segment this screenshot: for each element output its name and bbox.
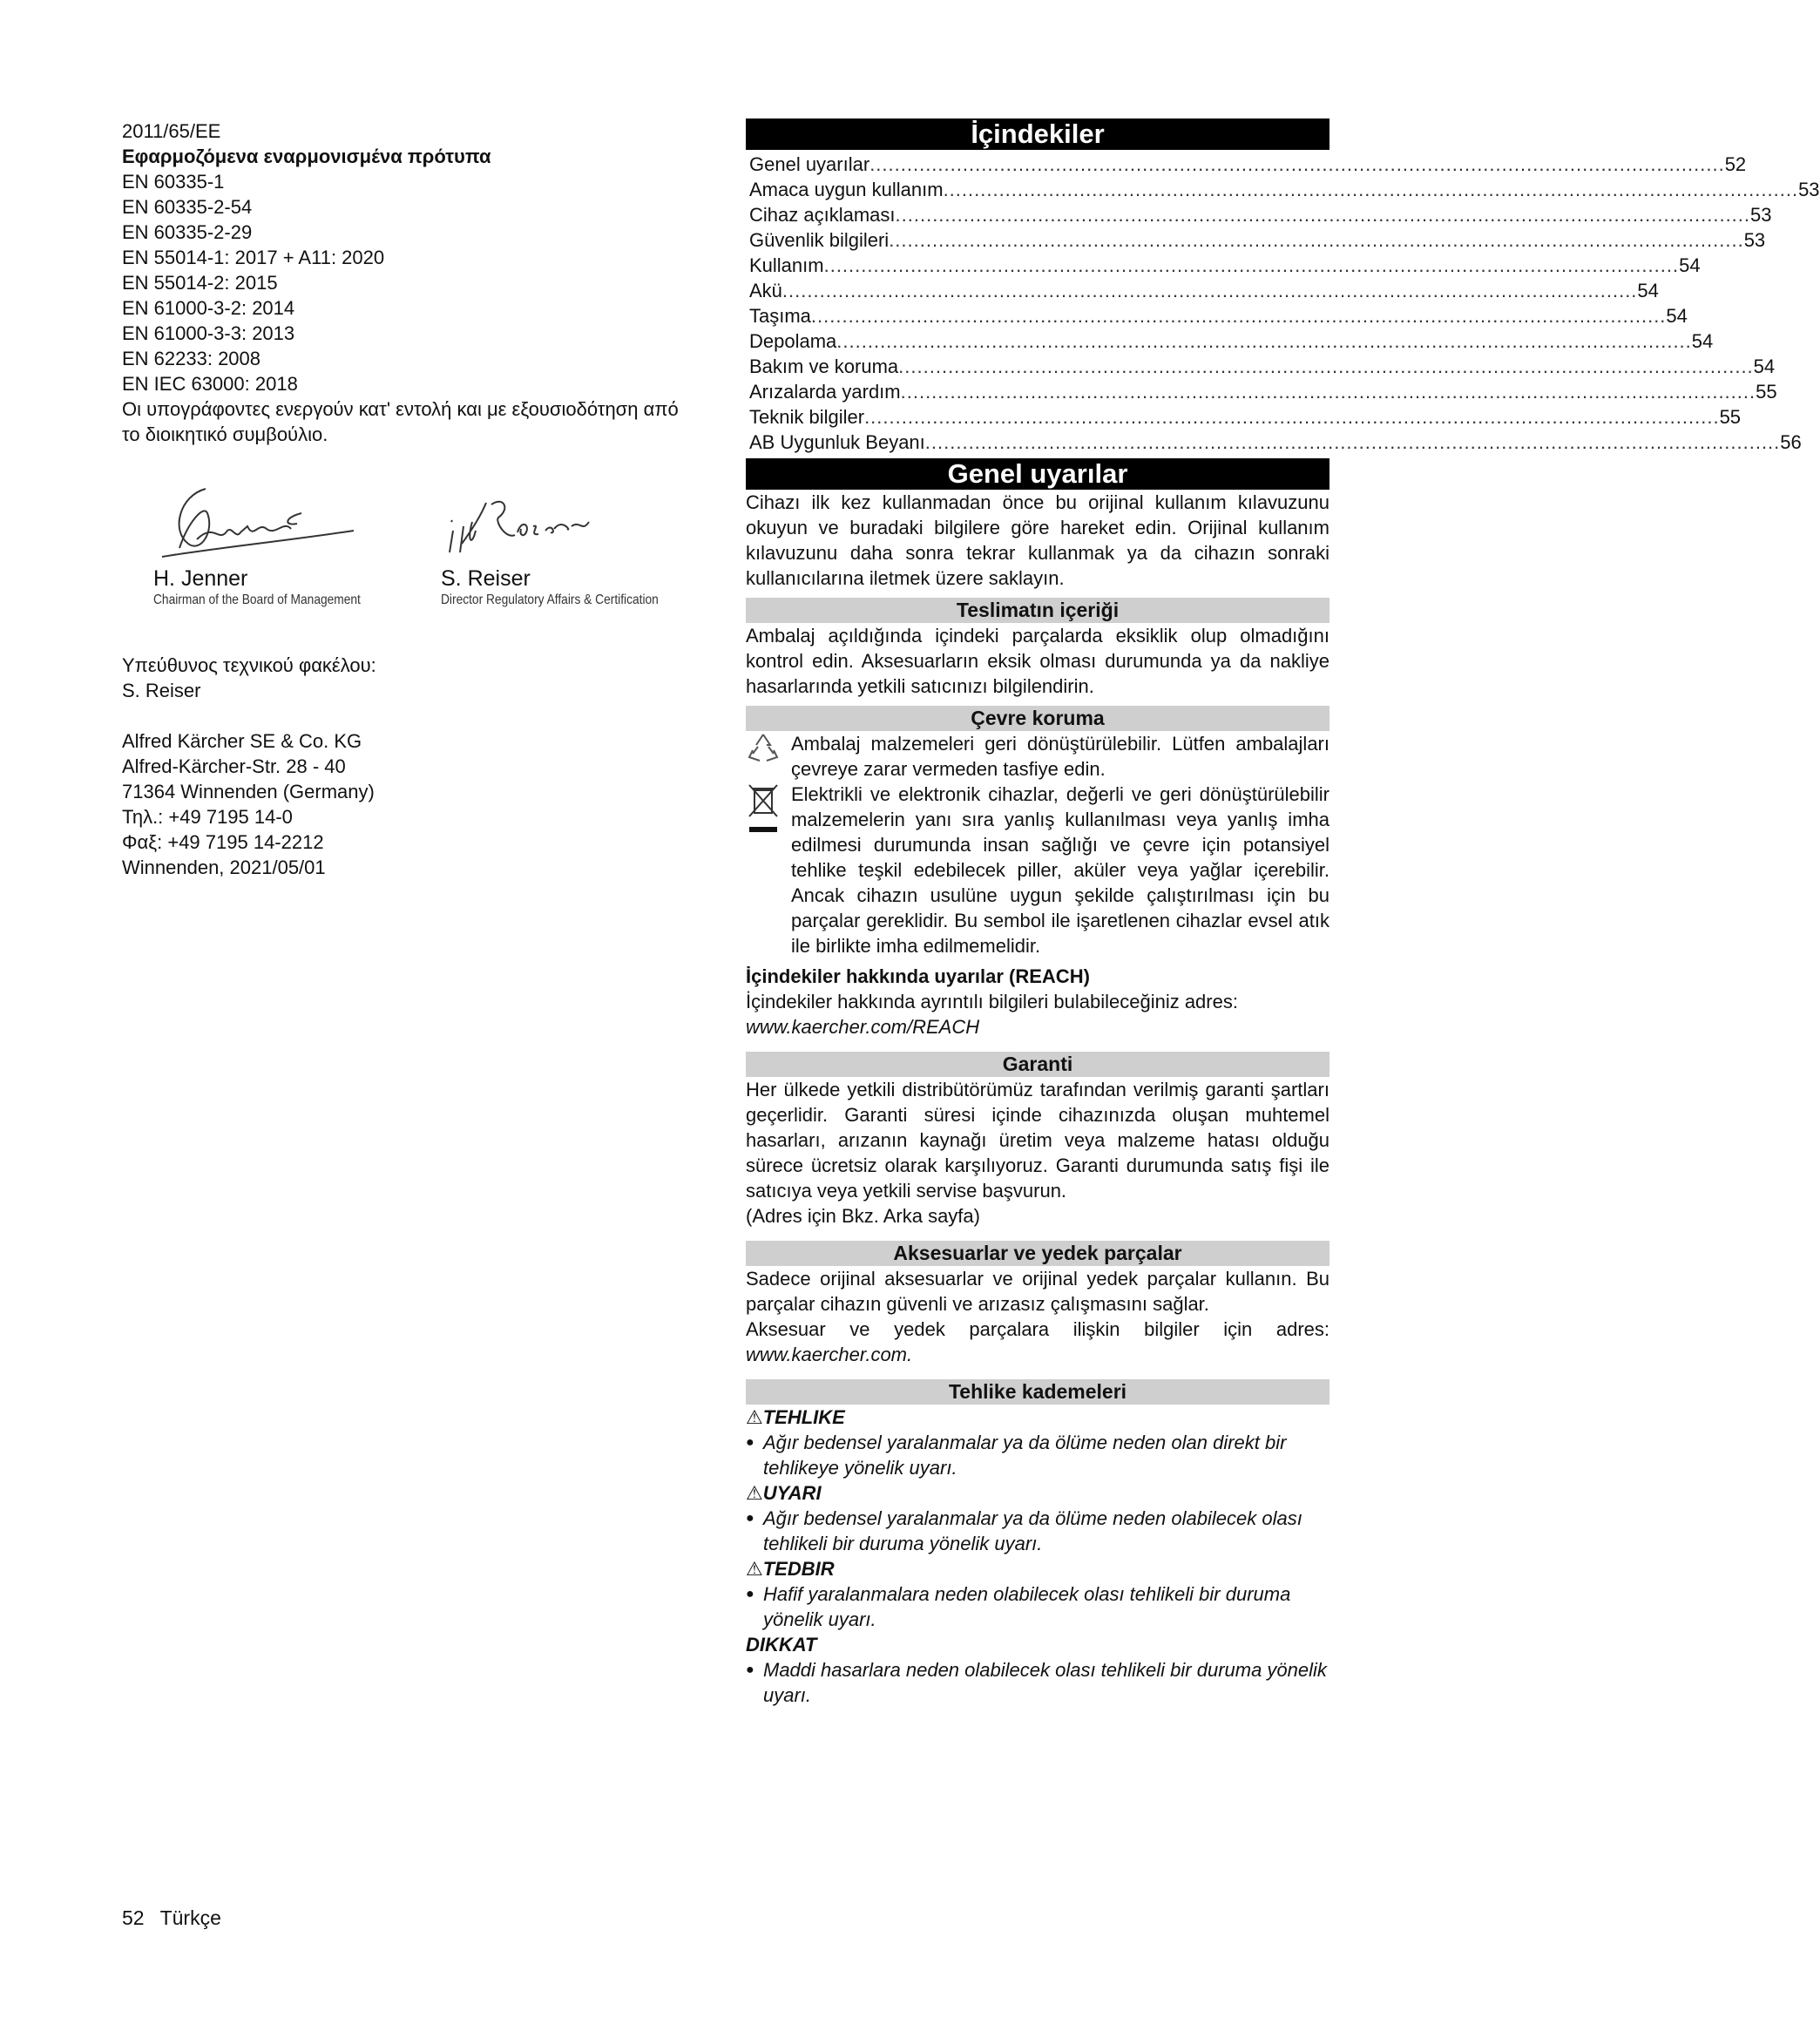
hazard-description: ● Ağır bedensel yaralanmalar ya da ölüme neden olan direkt bir tehlikeye yönelik uyarı. [746, 1430, 1329, 1480]
genel-intro: Cihazı ilk kez kullanmadan önce bu orijinal kullanım kılavuzunu okuyun ve buradaki bilgilere göre hareket edin. Orijinal kullanım kılavuzunu daha sonra tekrar kullanmak ya da cihazın sonraki kullanıcılarına iletmek üzere saklayın. [746, 491, 1329, 589]
page-footer [122, 1906, 221, 1930]
toc-page: 53 [1750, 204, 1772, 226]
hazard-label [746, 1405, 1329, 1430]
hazard-label [746, 1632, 1329, 1657]
toc-label: Depolama [749, 330, 837, 352]
address-line: Winnenden, 2021/05/01 [122, 857, 326, 878]
garanti-text: Her ülkede yetkili distribütörümüz tarafından verilmiş garanti şartları geçerlidir. Garanti süresi içinde cihazınızda oluşan muhtemel hasarları, arızanın kaynağı üretim veya malzeme hatası olduğu sürece ücretsiz olarak karşılıyoruz. Garanti durumunda satış fişi ile satıcıya veya yetkili servise başvurun. [746, 1079, 1329, 1202]
toc-item[interactable]: AB Uygunluk Beyanı .......................................................................................................................................... 56 [749, 431, 1802, 453]
toc-item[interactable]: Kullanım .......................................................................................................................................... 54 [749, 254, 1701, 276]
section-title-aksesuar: Aksesuarlar ve yedek parçalar [746, 1241, 1329, 1266]
toc-label: Amaca uygun kullanım [749, 179, 944, 200]
standard-item: EN 60335-2-54 [122, 196, 253, 218]
reach-heading: İçindekiler hakkında uyarılar (REACH) [746, 965, 1090, 987]
toc-label: Güvenlik bilgileri [749, 229, 890, 251]
toc-item[interactable]: Arızalarda yardım .......................................................................................................................................... 55 [749, 381, 1777, 403]
crossed-bin-icon [746, 782, 784, 958]
section-title-cevre: Çevre koruma [746, 706, 1329, 731]
hazard-label [746, 1480, 1329, 1506]
toc-page: 54 [1637, 280, 1659, 301]
toc-page: 56 [1780, 431, 1802, 453]
toc-label: Kullanım [749, 254, 824, 276]
toc-label: Arızalarda yardım [749, 381, 901, 403]
address-line: Τηλ.: +49 7195 14-0 [122, 806, 293, 828]
content-column [746, 118, 1820, 1708]
recycle-text: Ambalaj malzemeleri geri dönüştürülebilir. Lütfen ambalajları çevreye zarar vermeden tasfiye edin. [791, 733, 1329, 780]
warning-icon: ⚠ [746, 1406, 763, 1428]
warning-icon: ⚠ [746, 1482, 763, 1504]
responsible-label: Υπεύθυνος τεχνικού φακέλου: [122, 654, 376, 676]
hazard-description: ● Ağır bedensel yaralanmalar ya da ölüme neden olabilecek olası tehlikeli bir duruma yönelik uyarı. [746, 1506, 1329, 1556]
warning-icon: ⚠ [746, 1558, 763, 1580]
directive: 2011/65/EE [122, 120, 221, 142]
toc-page: 54 [1666, 305, 1688, 327]
signature-image [153, 478, 362, 565]
hazard-description: ● Hafif yaralanmalara neden olabilecek olası tehlikeli bir duruma yönelik uyarı. [746, 1581, 1329, 1632]
signature-image [441, 478, 650, 565]
hazard-label [746, 1556, 1329, 1581]
toc-label: AB Uygunluk Beyanı [749, 431, 925, 453]
reach-text: İçindekiler hakkında ayrıntılı bilgileri bulabileceğiniz adres: [746, 991, 1238, 1012]
section-title-garanti: Garanti [746, 1052, 1329, 1077]
hazard-levels [746, 1405, 1329, 1708]
toc-item[interactable]: Teknik bilgiler .......................................................................................................................................... 55 [749, 406, 1742, 428]
signer-name: H. Jenner [153, 566, 248, 591]
aksesuar-info-prefix: Aksesuar ve yedek parçalara ilişkin bilgiler için adres: [746, 1318, 1329, 1340]
hazard-label-text: DIKKAT [746, 1634, 817, 1655]
toc-label: Cihaz açıklaması [749, 204, 896, 226]
signer-name: S. Reiser [441, 566, 531, 591]
toc-item[interactable]: Güvenlik bilgileri .......................................................................................................................................... 53 [749, 229, 1766, 251]
toc-label: Akü [749, 280, 782, 301]
address-line: 71364 Winnenden (Germany) [122, 781, 375, 802]
standard-item: EN 60335-2-29 [122, 221, 253, 243]
toc-title: İçindekiler [746, 118, 1329, 150]
toc-item[interactable]: Amaca uygun kullanım .......................................................................................................................................... 53 [749, 179, 1820, 200]
section-title-teslimat: Teslimatın içeriği [746, 598, 1329, 623]
toc-label: Taşıma [749, 305, 811, 327]
toc-label: Bakım ve koruma [749, 355, 899, 377]
hazard-label-text: TEHLIKE [762, 1406, 845, 1428]
hazard-label-text: UYARI [762, 1482, 822, 1504]
standard-item: EN 62233: 2008 [122, 348, 261, 369]
toc-page: 52 [1724, 153, 1747, 175]
hazard-label-text: TEDBIR [762, 1558, 835, 1580]
standard-item: EN 60335-1 [122, 171, 225, 193]
standards-list [122, 169, 697, 396]
table-of-contents [746, 152, 1820, 455]
page-number: 52 [122, 1906, 145, 1929]
toc-page: 54 [1679, 254, 1701, 276]
weee-note [746, 782, 1329, 958]
address-line: Alfred Kärcher SE & Co. KG [122, 730, 362, 752]
standard-item: EN IEC 63000: 2018 [122, 373, 298, 395]
responsible-name: S. Reiser [122, 680, 201, 701]
toc-item[interactable]: Taşıma .......................................................................................................................................... 54 [749, 305, 1688, 327]
authorization-text: Οι υπογράφοντες ενεργούν κατ' εντολή και με εξουσιοδότηση από το διοικητικό συμβούλιο. [122, 398, 679, 445]
toc-item[interactable]: Bakım ve koruma .......................................................................................................................................... 54 [749, 355, 1776, 377]
garanti-note: (Adres için Bkz. Arka sayfa) [746, 1205, 980, 1227]
standards-heading: Εφαρμοζόμενα εναρμονισμένα πρότυπα [122, 146, 491, 167]
toc-item[interactable]: Depolama .......................................................................................................................................... 54 [749, 330, 1714, 352]
teslimat-text: Ambalaj açıldığında içindeki parçalarda eksiklik olup olmadığını kontrol edin. Aksesuarların eksik olması durumunda ya da nakliye hasarlarında yetkili satıcınızı bilgilendirin. [746, 625, 1329, 697]
signatures [122, 478, 697, 644]
signature-reiser [441, 478, 693, 609]
signer-role: Chairman of the Board of Management [153, 592, 361, 607]
toc-page: 53 [1798, 179, 1820, 200]
address-line: Alfred-Kärcher-Str. 28 - 40 [122, 755, 346, 777]
footer-language: Türkçe [159, 1906, 221, 1929]
section-title-tehlike: Tehlike kademeleri [746, 1379, 1329, 1405]
aksesuar-link[interactable]: www.kaercher.com. [746, 1344, 913, 1365]
standard-item: EN 61000-3-2: 2014 [122, 297, 295, 319]
standard-item: EN 55014-2: 2015 [122, 272, 278, 294]
toc-page: 53 [1743, 229, 1766, 251]
toc-page: 54 [1691, 330, 1714, 352]
weee-text: Elektrikli ve elektronik cihazlar, değerli ve geri dönüştürülebilir malzemelerin yanı sıra yanlış kullanılması veya yanlış imha edilmesi durumunda insan sağlığı ve çevre için potansiyel tehlike teşkil edebilecek piller, aküler veya yağlar içerebilir. Ancak cihazın usulüne uygun şekilde çalıştırılması için bu parçalar gereklidir. Bu sembol ile işaretlenen cihazlar evsel atık ile birlikte imha edilmemelidir. [791, 783, 1329, 957]
toc-item[interactable]: Genel uyarılar .......................................................................................................................................... 52 [749, 153, 1747, 175]
hazard-description: ● Maddi hasarlara neden olabilecek olası tehlikeli bir duruma yönelik uyarı. [746, 1657, 1329, 1708]
address-line: Φαξ: +49 7195 14-2212 [122, 831, 324, 853]
aksesuar-text: Sadece orijinal aksesuarlar ve orijinal yedek parçalar kullanın. Bu parçalar cihazın güvenli ve arızasız çalışmasını sağlar. [746, 1268, 1329, 1315]
recycle-icon [746, 731, 784, 782]
recycle-note [746, 731, 1329, 782]
toc-page: 55 [1719, 406, 1742, 428]
standard-item: EN 61000-3-3: 2013 [122, 322, 295, 344]
toc-label: Teknik bilgiler [749, 406, 865, 428]
toc-item[interactable]: Cihaz açıklaması .......................................................................................................................................... 53 [749, 204, 1772, 226]
toc-page: 55 [1756, 381, 1777, 403]
standard-item: EN 55014-1: 2017 + A11: 2020 [122, 247, 385, 268]
declaration-column [122, 118, 697, 880]
signature-jenner [153, 478, 395, 609]
company-address [122, 728, 697, 880]
signer-role: Director Regulatory Affairs & Certification [441, 592, 659, 607]
aksesuar-info [746, 1317, 1329, 1367]
reach-link[interactable]: www.kaercher.com/REACH [746, 1016, 980, 1038]
toc-item[interactable]: Akü .......................................................................................................................................... 54 [749, 280, 1659, 301]
toc-label: Genel uyarılar [749, 153, 870, 175]
toc-page: 54 [1753, 355, 1776, 377]
section-title-genel: Genel uyarılar [746, 458, 1329, 490]
